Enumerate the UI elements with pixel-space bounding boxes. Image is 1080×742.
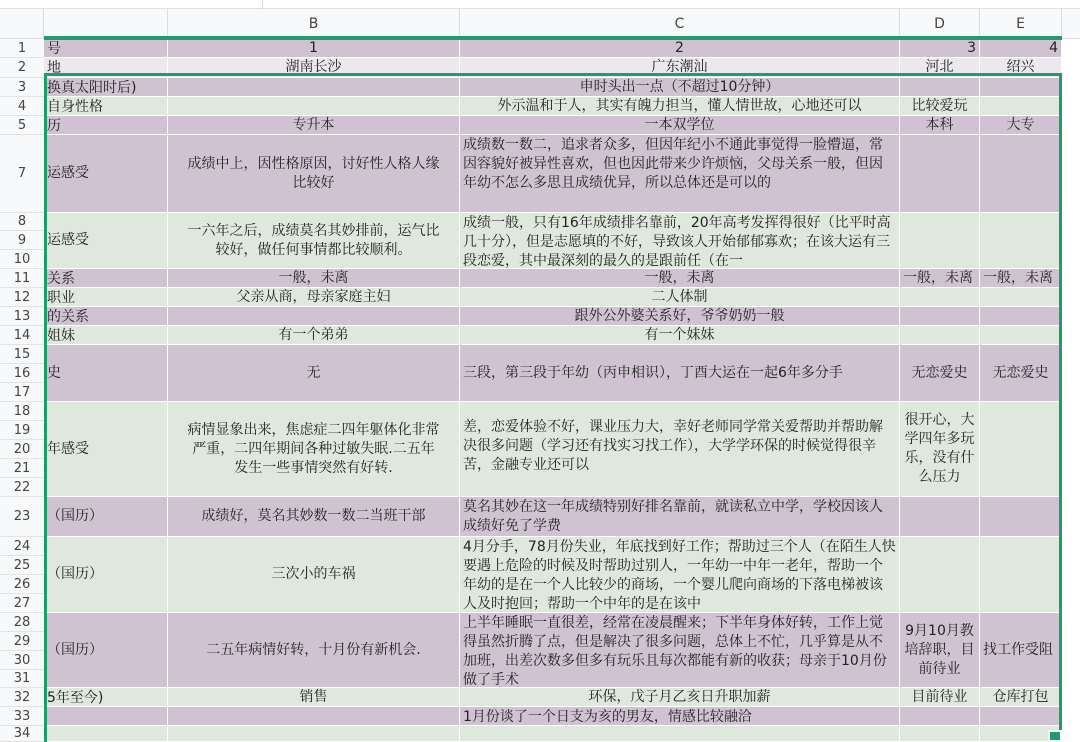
cell-d14[interactable] xyxy=(900,326,980,345)
cell-d9[interactable] xyxy=(900,213,980,269)
cell-a4[interactable]: 自身性格 xyxy=(44,97,168,116)
cell-e30[interactable]: 找工作受阻 xyxy=(980,613,1062,688)
cell-b26[interactable]: 三次小的车祸 xyxy=(168,537,460,613)
cell-c16[interactable]: 三段，第三段于年幼（丙申相识），丁酉大运在一起6年多分手 xyxy=(460,345,900,402)
cell-d2[interactable]: 河北 xyxy=(900,58,980,78)
row-header[interactable]: 22 xyxy=(0,478,44,497)
cell-b20[interactable]: 病情显象出来，焦虑症二四年躯体化非常 严重，二四年期间各种过敏失眠.二五年 发生一些事情突然有好转. xyxy=(168,402,460,497)
cell-a5[interactable]: 历 xyxy=(44,116,168,135)
cell-c23[interactable]: 莫名其妙在这一年成绩特别好排名靠前，就读私立中学，学校因该人成绩好免了学费 xyxy=(460,497,900,537)
cell-c12[interactable]: 二人体制 xyxy=(460,288,900,307)
row-header[interactable]: 30 xyxy=(0,651,44,670)
cell-a23[interactable]: （国历） xyxy=(44,497,168,537)
cell-b16[interactable]: 无 xyxy=(168,345,460,402)
cell-a3[interactable]: 换真太阳时后) xyxy=(44,78,168,97)
row-header[interactable]: 14 xyxy=(0,326,44,345)
column-header-e[interactable]: E xyxy=(980,9,1062,39)
row-header[interactable]: 5 xyxy=(0,116,44,135)
cell-c9[interactable]: 成绩一般，只有16年成绩排名靠前，20年高考发挥得很好（比平时高几十分），但是志愿填的不好，导致该人开始郁郁寡欢；在该大运有三段恋爱，其中最深刻的最久的是跟前任（在一 xyxy=(460,213,900,269)
column-f-sliver[interactable] xyxy=(1062,39,1080,742)
cell-e4[interactable] xyxy=(980,97,1062,116)
row-header[interactable]: 17 xyxy=(0,383,44,402)
row-header[interactable]: 2 xyxy=(0,58,44,78)
cell-c26[interactable]: 4月分手，78月份失业，年底找到好工作；帮助过三个人（在陌生人快要遇上危险的时候及时帮助过别人，一年幼一中年一老年，帮助一个年幼的是在一个人比较少的商场，一个婴儿爬向商场的下落电梯被该人及时抱回；帮助一个中年的是在该中 xyxy=(460,537,900,613)
cell-d23[interactable] xyxy=(900,497,980,537)
cell-a20[interactable]: 年感受 xyxy=(44,402,168,497)
row-header[interactable]: 27 xyxy=(0,594,44,613)
cell-e3[interactable] xyxy=(980,78,1062,97)
selection-resize-handle[interactable] xyxy=(1048,730,1062,742)
toolbar-divider xyxy=(262,0,263,9)
cell-d4[interactable]: 比较爱玩 xyxy=(900,97,980,116)
row-header[interactable]: 25 xyxy=(0,556,44,575)
row-header[interactable]: 10 xyxy=(0,250,44,269)
cell-c7[interactable]: 成绩数一数二，追求者众多，但因年纪小不通此事觉得一脸懵逼，常因容貌好被异性喜欢，但也因此带来少许烦恼，父母关系一般，但因年幼不怎么多思且成绩优异，所以总体还是可以的 xyxy=(460,135,900,213)
cell-d32[interactable]: 目前待业 xyxy=(900,688,980,707)
cell-c34[interactable] xyxy=(460,726,900,742)
cell-b33[interactable] xyxy=(168,707,460,726)
cell-a33[interactable] xyxy=(44,707,168,726)
cell-a2[interactable]: 地 xyxy=(44,58,168,78)
cell-b2[interactable]: 湖南长沙 xyxy=(168,58,460,78)
cell-a7[interactable]: 运感受 xyxy=(44,135,168,213)
cell-d1[interactable]: 3 xyxy=(900,39,980,58)
cell-b9[interactable]: 一六年之后，成绩莫名其妙排前，运气比 较好，做任何事情都比较顺利。 xyxy=(168,213,460,269)
cell-b1[interactable]: 1 xyxy=(168,39,460,58)
row-header[interactable]: 26 xyxy=(0,575,44,594)
row-header[interactable]: 21 xyxy=(0,459,44,478)
row-header[interactable]: 33 xyxy=(0,707,44,726)
row-header[interactable]: 12 xyxy=(0,288,44,307)
cell-c20[interactable]: 差，恋爱体验不好，课业压力大，幸好老师同学常关爱帮助并帮助解决很多问题（学习还有找实习找工作），大学学环保的时候觉得很辛苦，金融专业还可以 xyxy=(460,402,900,497)
row-header[interactable]: 20 xyxy=(0,440,44,459)
cell-a26[interactable]: （国历） xyxy=(44,537,168,613)
cell-b13[interactable] xyxy=(168,307,460,326)
cell-e1[interactable]: 4 xyxy=(980,39,1062,58)
cell-e23[interactable] xyxy=(980,497,1062,537)
cell-b7[interactable]: 成绩中上，因性格原因，讨好性人格人缘 比较好 xyxy=(168,135,460,213)
cell-b23[interactable]: 成绩好，莫名其妙数一数二当班干部 xyxy=(168,497,460,537)
row-header[interactable]: 31 xyxy=(0,670,44,688)
row-header[interactable]: 18 xyxy=(0,402,44,421)
row-header[interactable]: 34 xyxy=(0,726,44,742)
cell-b14[interactable]: 有一个弟弟 xyxy=(168,326,460,345)
column-header-a[interactable] xyxy=(44,9,168,39)
cell-c11[interactable]: 一般，未离 xyxy=(460,269,900,288)
cell-b30[interactable]: 二五年病情好转，十月份有新机会. xyxy=(168,613,460,688)
cell-c13[interactable]: 跟外公外婆关系好，爷爷奶奶一般 xyxy=(460,307,900,326)
cell-e33[interactable] xyxy=(980,707,1062,726)
cell-d5[interactable]: 本科 xyxy=(900,116,980,135)
row-header[interactable]: 4 xyxy=(0,97,44,116)
cell-d20[interactable]: 很开心，大 学四年多玩 乐，没有什 么压力 xyxy=(900,402,980,497)
cell-a13[interactable]: 的关系 xyxy=(44,307,168,326)
cell-e32[interactable]: 仓库打包 xyxy=(980,688,1062,707)
cell-e7[interactable] xyxy=(980,135,1062,213)
cell-c4[interactable]: 外示温和于人，其实有魄力担当，懂人情世故，心地还可以 xyxy=(460,97,900,116)
cell-c5[interactable]: 一本双学位 xyxy=(460,116,900,135)
cell-e9[interactable] xyxy=(980,213,1062,269)
cell-b12[interactable]: 父亲从商，母亲家庭主妇 xyxy=(168,288,460,307)
cell-b32[interactable]: 销售 xyxy=(168,688,460,707)
row-header[interactable]: 24 xyxy=(0,537,44,556)
cell-c1[interactable]: 2 xyxy=(460,39,900,58)
cell-a16[interactable]: 史 xyxy=(44,345,168,402)
select-all-corner[interactable] xyxy=(0,9,44,39)
cell-a30[interactable]: （国历） xyxy=(44,613,168,688)
cell-b11[interactable]: 一般，未离 xyxy=(168,269,460,288)
cell-d11[interactable]: 一般，未离 xyxy=(900,269,980,288)
column-header-f[interactable] xyxy=(1062,9,1080,39)
cell-c14[interactable]: 有一个妹妹 xyxy=(460,326,900,345)
cell-b34[interactable] xyxy=(168,726,460,742)
row-header[interactable]: 19 xyxy=(0,421,44,440)
row-header[interactable]: 1 xyxy=(0,39,44,58)
cell-e5[interactable]: 大专 xyxy=(980,116,1062,135)
cell-a9[interactable]: 运感受 xyxy=(44,213,168,269)
cell-e2[interactable]: 绍兴 xyxy=(980,58,1062,78)
column-header-c[interactable]: C xyxy=(460,9,900,39)
row-header[interactable]: 9 xyxy=(0,231,44,250)
cell-a12[interactable]: 职业 xyxy=(44,288,168,307)
row-header[interactable]: 29 xyxy=(0,632,44,651)
selection-top-bar xyxy=(44,36,1062,40)
cell-d7[interactable] xyxy=(900,135,980,213)
cell-e14[interactable] xyxy=(980,326,1062,345)
cell-b3[interactable] xyxy=(168,78,460,97)
row-header[interactable]: 23 xyxy=(0,497,44,537)
row-header[interactable]: 15 xyxy=(0,345,44,364)
cell-c33[interactable]: 1月份谈了一个日支为亥的男友，情感比较融洽 xyxy=(460,707,900,726)
cell-e12[interactable] xyxy=(980,288,1062,307)
cell-c32[interactable]: 环保，戊子月乙亥日升职加薪 xyxy=(460,688,900,707)
cell-a34[interactable] xyxy=(44,726,168,742)
cell-d3[interactable] xyxy=(900,78,980,97)
row-header[interactable]: 32 xyxy=(0,688,44,707)
top-toolbar-strip xyxy=(0,0,1080,9)
row-header[interactable]: 13 xyxy=(0,307,44,326)
cell-c2[interactable]: 广东潮汕 xyxy=(460,58,900,78)
cell-d34[interactable] xyxy=(900,726,980,742)
row-header[interactable]: 28 xyxy=(0,613,44,632)
cell-d26[interactable] xyxy=(900,537,980,613)
cell-c3[interactable]: 申时头出一点（不超过10分钟） xyxy=(460,78,900,97)
column-header-d[interactable]: D xyxy=(900,9,980,39)
cell-a14[interactable]: 姐妹 xyxy=(44,326,168,345)
cell-e26[interactable] xyxy=(980,537,1062,613)
cell-d30[interactable]: 9月10月教 培辞职，目 前待业 xyxy=(900,613,980,688)
column-header-b[interactable]: B xyxy=(168,9,460,39)
cell-e20[interactable] xyxy=(980,402,1062,497)
cell-e16[interactable]: 无恋爱史 xyxy=(980,345,1062,402)
cell-e13[interactable] xyxy=(980,307,1062,326)
row-header[interactable]: 8 xyxy=(0,213,44,231)
cell-b4[interactable] xyxy=(168,97,460,116)
row-header[interactable]: 3 xyxy=(0,78,44,97)
cell-d12[interactable] xyxy=(900,288,980,307)
row-header[interactable]: 16 xyxy=(0,364,44,383)
cell-e11[interactable]: 一般，未离 xyxy=(980,269,1062,288)
cell-a1[interactable]: 号 xyxy=(44,39,168,58)
row-header[interactable]: 11 xyxy=(0,269,44,288)
cell-a11[interactable]: 关系 xyxy=(44,269,168,288)
cell-d13[interactable] xyxy=(900,307,980,326)
cell-a32[interactable]: 5年至今) xyxy=(44,688,168,707)
cell-b5[interactable]: 专升本 xyxy=(168,116,460,135)
cell-d33[interactable] xyxy=(900,707,980,726)
cell-c30[interactable]: 上半年睡眠一直很差，经常在凌晨醒来；下半年身体好转，工作上觉得虽然折腾了点，但是解决了很多问题，总体上不忙，几乎算是从不加班，出差次数多但多有玩乐且每次都能有新的收获；母亲于10月份做了手术 xyxy=(460,613,900,688)
cell-d16[interactable]: 无恋爱史 xyxy=(900,345,980,402)
row-header[interactable]: 7 xyxy=(0,135,44,213)
